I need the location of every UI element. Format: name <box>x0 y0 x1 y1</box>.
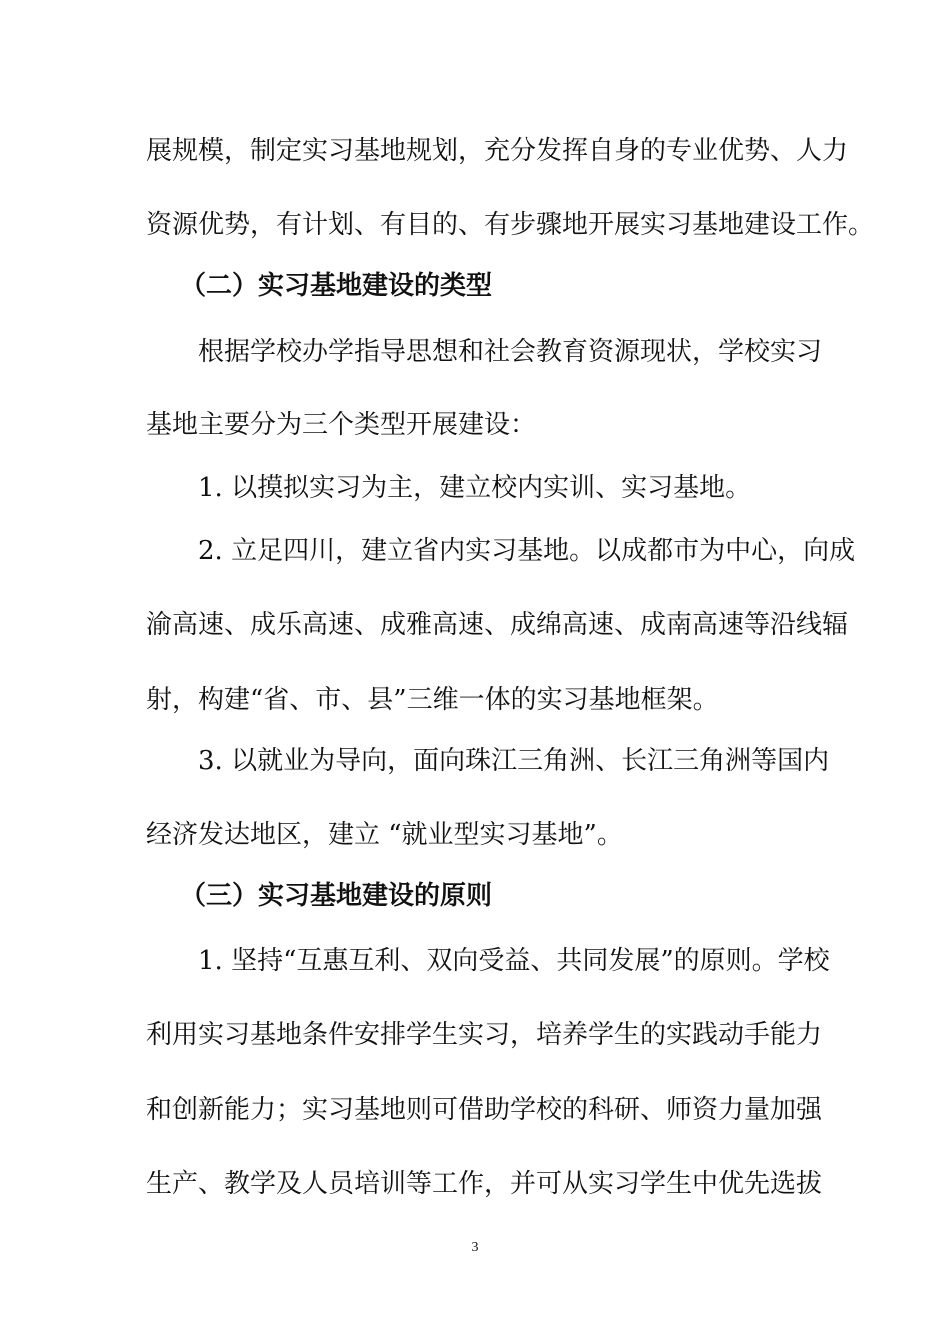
paragraph-line: 基地主要分为三个类型开展建设： <box>146 410 537 440</box>
section-heading: （二）实习基地建设的类型 <box>180 271 493 301</box>
list-item: 2. 立足四川，建立省内实习基地。以成都市为中心，向成 <box>198 536 856 566</box>
list-item: 1. 以摸拟实习为主，建立校内实训、实习基地。 <box>198 473 752 503</box>
list-item: 3. 以就业为导向，面向珠江三角洲、长江三角洲等国内 <box>198 746 830 776</box>
paragraph-line: 生产、教学及人员培训等工作，并可从实习学生中优先选拔 <box>146 1169 823 1199</box>
paragraph-line: 经济发达地区，建立 “就业型实习基地”。 <box>146 820 623 850</box>
page-number: 3 <box>471 1240 479 1255</box>
paragraph-line: 展规模，制定实习基地规划，充分发挥自身的专业优势、人力 <box>146 136 849 166</box>
paragraph-line: 利用实习基地条件安排学生实习，培养学生的实践动手能力 <box>146 1020 823 1050</box>
section-heading: （三）实习基地建设的原则 <box>180 881 493 911</box>
paragraph-line: 和创新能力；实习基地则可借助学校的科研、师资力量加强 <box>146 1095 823 1125</box>
paragraph-line: 射，构建“省、市、县”三维一体的实习基地框架。 <box>146 685 719 715</box>
paragraph-line: 资源优势，有计划、有目的、有步骤地开展实习基地建设工作。 <box>146 210 875 240</box>
paragraph-line: 渝高速、成乐高速、成雅高速、成绵高速、成南高速等沿线辐 <box>146 610 849 640</box>
list-item: 1. 坚持“互惠互利、双向受益、共同发展”的原则。学校 <box>198 946 830 976</box>
paragraph-line: 根据学校办学指导思想和社会教育资源现状，学校实习 <box>198 337 823 367</box>
